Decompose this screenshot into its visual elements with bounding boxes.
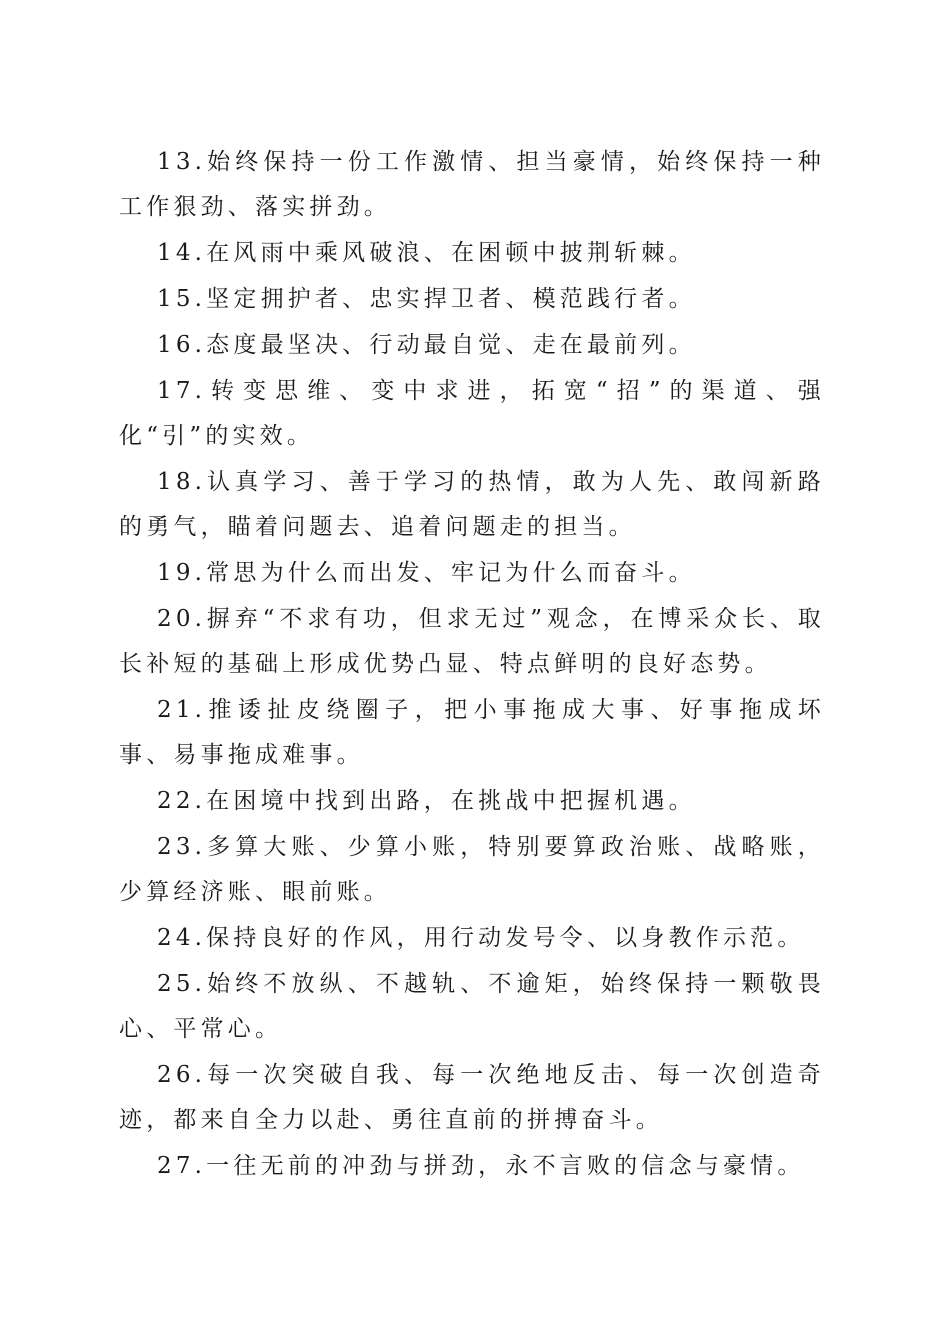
paragraph-16: 16.态度最坚决、行动最自觉、走在最前列。 [157,332,696,358]
paragraph-23: 23.多算大账、少算小账，特别要算政治账、战略账，少算经济账、眼前账。 [119,834,825,905]
document-body [119,140,825,1190]
paragraph-18: 18.认真学习、善于学习的热情，敢为人先、敢闯新路的勇气，瞄着问题去、追着问题走的担当。 [119,469,825,540]
paragraph-27: 27.一往无前的冲劲与拼劲，永不言败的信念与豪情。 [157,1153,805,1179]
paragraph-17: 17.转变思维、变中求进，拓宽“招”的渠道、强化“引”的实效。 [119,378,825,449]
paragraph-21: 21.推诿扯皮绕圈子，把小事拖成大事、好事拖成坏事、易事拖成难事。 [119,697,825,768]
paragraph-25: 25.始终不放纵、不越轨、不逾矩，始终保持一颗敬畏心、平常心。 [119,971,825,1042]
paragraph-26: 26.每一次突破自我、每一次绝地反击、每一次创造奇迹，都来自全力以赴、勇往直前的拼搏奋斗。 [119,1062,825,1133]
paragraph-22: 22.在困境中找到出路，在挑战中把握机遇。 [157,788,696,814]
paragraph-15: 15.坚定拥护者、忠实捍卫者、模范践行者。 [157,286,696,312]
paragraph-20: 20.摒弃“不求有功，但求无过”观念，在博采众长、取长补短的基础上形成优势凸显、特点鲜明的良好态势。 [119,606,825,677]
paragraph-13: 13.始终保持一份工作激情、担当豪情，始终保持一种工作狠劲、落实拼劲。 [119,149,825,220]
paragraph-19: 19.常思为什么而出发、牢记为什么而奋斗。 [157,560,696,586]
paragraph-14: 14.在风雨中乘风破浪、在困顿中披荆斩棘。 [157,240,696,266]
paragraph-24: 24.保持良好的作风，用行动发号令、以身教作示范。 [157,925,805,951]
